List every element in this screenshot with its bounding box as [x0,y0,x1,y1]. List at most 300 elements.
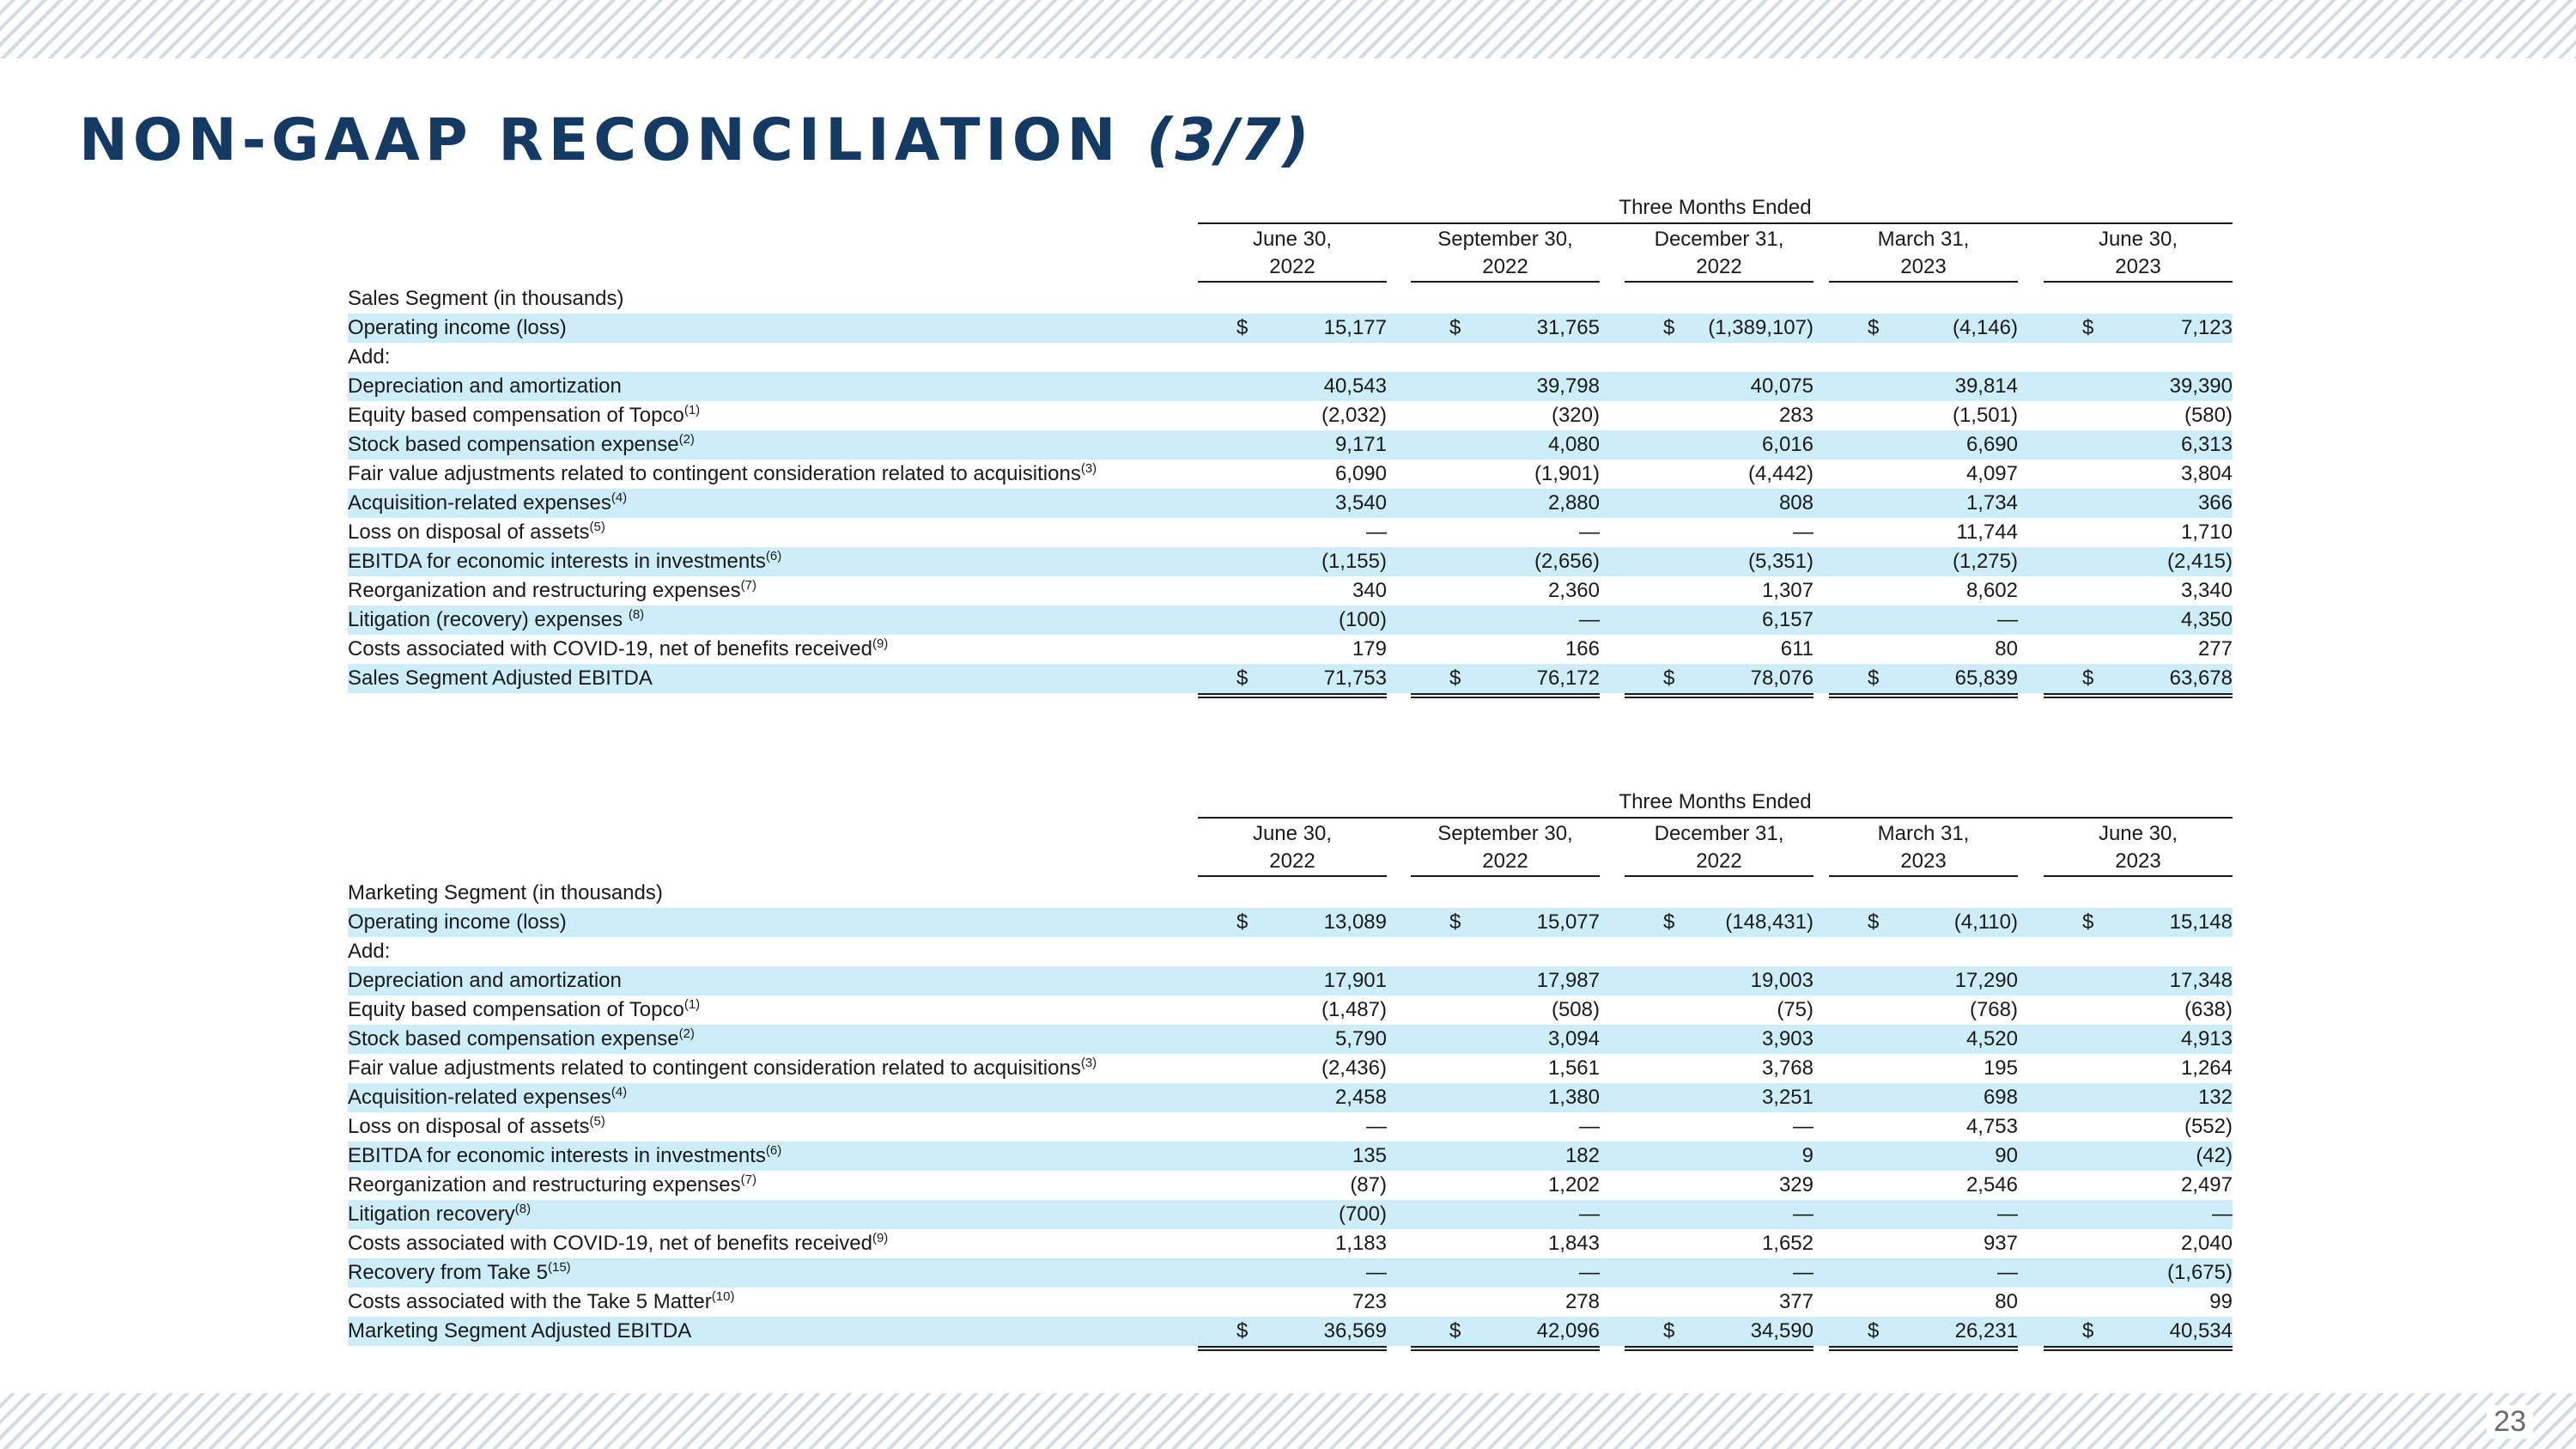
value-cell [1198,547,1387,576]
cell-value: (320) [1551,404,1600,427]
column-header-year: 2023 [2115,849,2161,873]
cell-value: 278 [1564,1290,1600,1313]
value-cell [1198,1142,1387,1171]
value-cell [1411,372,1600,401]
cell-value: 7,123 [2180,316,2233,339]
cell-value: (100) [1338,608,1387,631]
row-label-text: Add: [348,940,391,963]
section-label-row [348,879,2233,908]
footnote-marker: (15) [547,1260,571,1275]
value-cell [1198,576,1387,606]
table-row [348,576,2233,606]
value-cell [1829,1025,2018,1054]
cell-value: (1,501) [1952,404,2018,427]
cell-value: (42) [2196,1144,2233,1167]
cell-value: 4,913 [2180,1027,2233,1050]
value-cell [1625,547,1814,576]
row-label [348,1229,888,1258]
value-cell [1411,401,1600,430]
cell-value: 4,520 [1965,1027,2018,1050]
table-row [348,1258,2233,1288]
cell-value: 2,546 [1965,1173,2018,1196]
cell-value: 2,040 [2180,1232,2233,1255]
row-label-text: Costs associated with COVID-19, net of benefits received [348,1232,872,1255]
value-cell [1198,1025,1387,1054]
value-cell [1829,1054,2018,1083]
value-cell [1829,372,2018,401]
value-cell [1411,430,1600,460]
column-header [1829,226,2018,283]
column-header [2044,820,2233,877]
column-header-date: June 30, [2098,228,2178,251]
value-cell [2044,1083,2233,1112]
row-label [348,1083,627,1112]
column-header-date: June 30, [2098,822,2178,845]
cell-value: 99 [2209,1290,2233,1313]
row-label [348,664,653,693]
cell-value: (1,675) [2166,1261,2233,1284]
row-label-text: Acquisition-related expenses [348,491,611,514]
cell-value: 1,183 [1334,1232,1387,1255]
cell-value: 2,458 [1334,1086,1387,1109]
value-cell [1411,460,1600,489]
cell-value: 4,350 [2180,608,2233,631]
cell-value: 3,251 [1761,1086,1814,1109]
value-cell [1411,1054,1600,1083]
footnote-marker: (1) [683,403,701,417]
value-cell [1198,1200,1387,1229]
row-label-text: Stock based compensation expense [348,433,679,456]
currency-symbol: $ [1236,667,1249,690]
row-label [348,547,781,576]
value-cell [1411,1200,1600,1229]
value-cell [2044,908,2233,937]
table-row [348,489,2233,518]
value-cell [1411,966,1600,995]
currency-symbol: $ [1236,910,1249,934]
currency-symbol: $ [1449,910,1461,934]
total-row [348,1317,2233,1346]
row-label-text: EBITDA for economic interests in investments [348,550,766,573]
value-cell [1625,1229,1814,1258]
section-label-row [348,343,2233,372]
value-cell [2044,1171,2233,1200]
value-cell [2044,1025,2233,1054]
cell-value: 17,987 [1536,969,1600,992]
row-label-text: EBITDA for economic interests in investments [348,1144,766,1167]
period-header [348,193,2233,226]
cell-value: 6,690 [1965,433,2018,456]
column-header-date: September 30, [1437,228,1573,251]
value-cell [1625,995,1814,1025]
row-label [348,995,700,1025]
cell-value: 611 [1780,637,1814,661]
cell-value: 2,880 [1547,491,1600,514]
column-header-year: 2023 [1900,255,1947,278]
column-header-year: 2022 [1696,849,1742,873]
row-label-text: Equity based compensation of Topco [348,998,684,1021]
value-cell [1625,908,1814,937]
cell-value: 26,231 [1954,1319,2018,1342]
footnote-marker: (7) [740,578,756,593]
value-cell [2044,1288,2233,1318]
value-cell [2044,430,2233,460]
table-row [348,1229,2233,1258]
cell-value: 6,157 [1761,608,1814,631]
table-row [348,1054,2233,1083]
value-cell [2044,606,2233,635]
cell-value: (148,431) [1725,910,1814,934]
cell-value: 39,814 [1954,374,2018,398]
cell-value: 4,080 [1547,433,1600,456]
footnote-marker: (2) [678,432,695,447]
currency-symbol: $ [1868,1319,1880,1342]
row-label [348,460,1097,489]
value-cell [1411,1171,1600,1200]
table-row [348,1288,2233,1317]
row-label-text: Marketing Segment Adjusted EBITDA [348,1319,692,1342]
value-cell [1411,1112,1600,1142]
cell-value: (552) [2184,1115,2233,1138]
row-label [348,430,695,460]
row-label [348,1200,531,1229]
cell-value: 19,003 [1750,969,1814,992]
value-cell [1411,1317,1600,1351]
cell-value: 11,744 [1956,521,2018,544]
value-cell [1411,1142,1600,1171]
cell-value: 3,903 [1761,1027,1814,1050]
currency-symbol: $ [2082,316,2094,339]
row-label [348,1142,781,1171]
cell-value: 17,348 [2169,969,2233,992]
cell-value: (1,155) [1321,550,1387,573]
cell-value: (1,389,107) [1708,316,1814,339]
cell-value: (2,436) [1321,1056,1387,1080]
cell-value: — [1793,521,1814,544]
value-cell [1829,1171,2018,1200]
currency-symbol: $ [1663,910,1675,934]
table-row [348,995,2233,1025]
value-cell [2044,1112,2233,1142]
cell-value: 9 [1801,1144,1814,1167]
value-cell [1411,518,1600,547]
row-label-text: Marketing Segment (in thousands) [348,881,663,904]
footnote-marker: (3) [1080,1056,1097,1070]
table-row [348,430,2233,460]
row-label [348,606,644,635]
value-cell [1198,1112,1387,1142]
value-cell [1198,460,1387,489]
cell-value: (2,656) [1534,550,1600,573]
row-label [348,966,622,995]
value-cell [1829,1112,2018,1142]
cell-value: 366 [2197,491,2233,514]
footnote-marker: (7) [740,1172,756,1187]
column-header [1625,226,1814,283]
row-label [348,879,663,908]
value-cell [1625,1054,1814,1083]
currency-symbol: $ [2082,910,2094,934]
value-cell [1829,1083,2018,1112]
column-header-date: June 30, [1252,822,1333,845]
value-cell [2044,547,2233,576]
value-cell [2044,518,2233,547]
row-label-text: Add: [348,345,391,368]
page-title-text: NON-GAAP RECONCILIATION [79,107,1121,174]
cell-value: 63,678 [2169,667,2233,690]
cell-value: — [1579,1202,1600,1226]
value-cell [1198,1229,1387,1258]
cell-value: 17,290 [1954,969,2018,992]
cell-value: 1,202 [1547,1173,1600,1196]
value-cell [2044,401,2233,430]
cell-value: 80 [1995,1290,2018,1313]
value-cell [1625,372,1814,401]
cell-value: (508) [1551,998,1600,1021]
marketing-segment-table [348,788,2233,1346]
cell-value: 3,340 [2180,579,2233,602]
cell-value: (580) [2184,404,2233,427]
row-label [348,908,567,937]
cell-value: 1,652 [1761,1232,1814,1255]
value-cell [1625,1142,1814,1171]
row-label [348,314,567,343]
value-cell [1411,314,1600,343]
column-header [1411,820,1600,877]
row-label-text: Depreciation and amortization [348,374,622,398]
row-label-text: Reorganization and restructuring expenses [348,579,741,602]
cell-value: 3,540 [1334,491,1387,514]
row-label-text: Depreciation and amortization [348,969,622,992]
cell-value: 182 [1564,1144,1600,1167]
value-cell [1198,1171,1387,1200]
cell-value: 698 [1983,1086,2018,1109]
cell-value: 6,313 [2180,433,2233,456]
value-cell [1625,1025,1814,1054]
value-cell [1625,1317,1814,1351]
cell-value: — [1579,521,1600,544]
cell-value: (768) [1969,998,2018,1021]
value-cell [1625,1171,1814,1200]
footnote-marker: (10) [711,1289,735,1304]
row-label-text: Fair value adjustments related to contingent consideration related to acquisitions [348,1056,1081,1080]
cell-value: (87) [1350,1173,1387,1196]
row-label-text: Operating income (loss) [348,910,567,934]
footnote-marker: (9) [872,1231,889,1245]
value-cell [2044,1054,2233,1083]
cell-value: 15,077 [1536,910,1600,934]
footnote-marker: (4) [611,490,628,505]
table-row [348,401,2233,430]
cell-value: (4,442) [1747,462,1814,485]
footnote-marker: (8) [628,607,645,622]
cell-value: 1,561 [1547,1056,1600,1080]
value-cell [1198,489,1387,518]
value-cell [1198,995,1387,1025]
table-row [348,1200,2233,1229]
page-number: 23 [2487,1405,2533,1439]
table-row [348,372,2233,401]
row-label-text: Stock based compensation expense [348,1027,679,1050]
cell-value: (1,275) [1952,550,2018,573]
cell-value: 723 [1352,1290,1387,1313]
value-cell [1625,576,1814,606]
currency-symbol: $ [1663,316,1675,339]
cell-value: 283 [1778,404,1814,427]
currency-symbol: $ [1868,316,1880,339]
cell-value: 1,264 [2180,1056,2233,1080]
value-cell [2044,664,2233,698]
cell-value: — [2212,1202,2233,1226]
value-cell [1625,664,1814,698]
row-label-text: Recovery from Take 5 [348,1261,548,1284]
footnote-marker: (4) [611,1085,628,1099]
cell-value: 1,843 [1547,1232,1600,1255]
value-cell [1198,1083,1387,1112]
column-headers [348,226,2233,284]
column-header [1198,226,1387,283]
footnote-marker: (2) [678,1026,695,1041]
value-cell [1625,430,1814,460]
value-cell [1829,1142,2018,1171]
cell-value: 15,148 [2169,910,2233,934]
row-label-text: Costs associated with COVID-19, net of benefits received [348,637,872,661]
cell-value: (1,901) [1534,462,1600,485]
value-cell [1198,664,1387,698]
currency-symbol: $ [1449,1319,1461,1342]
cell-value: 36,569 [1323,1319,1387,1342]
row-label-text: Litigation (recovery) expenses [348,608,629,631]
row-label-text: Loss on disposal of assets [348,521,590,544]
cell-value: — [1366,1115,1387,1138]
value-cell [1198,606,1387,635]
value-cell [1411,1229,1600,1258]
cell-value: 5,790 [1334,1027,1387,1050]
column-header-date: September 30, [1437,822,1573,845]
value-cell [1829,995,2018,1025]
footnote-marker: (5) [589,1114,605,1129]
currency-symbol: $ [1868,910,1880,934]
value-cell [1411,635,1600,666]
cell-value: (638) [2184,998,2233,1021]
row-label-text: Acquisition-related expenses [348,1086,611,1109]
currency-symbol: $ [1663,1319,1675,1342]
value-cell [1829,1229,2018,1258]
row-label [348,489,627,518]
value-cell [1198,372,1387,401]
cell-value: 135 [1352,1144,1387,1167]
cell-value: (2,415) [2166,550,2233,573]
row-label [348,1317,691,1346]
row-label [348,1112,605,1142]
row-label [348,401,700,430]
value-cell [2044,635,2233,666]
value-cell [1625,966,1814,995]
cell-value: 3,804 [2180,462,2233,485]
value-cell [2044,995,2233,1025]
value-cell [2044,1142,2233,1171]
currency-symbol: $ [1663,667,1675,690]
value-cell [2044,489,2233,518]
value-cell [2044,576,2233,606]
currency-symbol: $ [1236,1319,1249,1342]
value-cell [1625,1288,1814,1318]
value-cell [1411,995,1600,1025]
cell-value: 8,602 [1965,579,2018,602]
row-label [348,1288,734,1317]
table-row [348,1025,2233,1054]
value-cell [1625,1200,1814,1229]
cell-value: (75) [1777,998,1814,1021]
cell-value: 1,307 [1761,579,1814,602]
column-header-date: December 31, [1654,822,1784,845]
value-cell [1198,401,1387,430]
cell-value: — [1366,521,1387,544]
value-cell [1829,547,2018,576]
cell-value: 34,590 [1750,1319,1814,1342]
value-cell [1411,664,1600,698]
value-cell [2044,460,2233,489]
value-cell [1625,460,1814,489]
currency-symbol: $ [1236,316,1249,339]
row-label [348,1171,756,1200]
footnote-marker: (6) [765,1143,782,1158]
cell-value: 71,753 [1323,667,1387,690]
row-label [348,343,390,372]
cell-value: — [1579,608,1600,631]
table-row [348,635,2233,664]
cell-value: 808 [1778,491,1814,514]
value-cell [1198,430,1387,460]
cell-value: 6,090 [1334,462,1387,485]
row-label-text: Equity based compensation of Topco [348,404,684,427]
column-header-year: 2023 [1900,849,1947,873]
table-row [348,1142,2233,1171]
value-cell [1411,908,1600,937]
value-cell [1625,1112,1814,1142]
page-title [79,107,1311,174]
value-cell [1829,1258,2018,1288]
cell-value: 17,901 [1323,969,1387,992]
footnote-marker: (1) [683,997,701,1012]
currency-symbol: $ [2082,667,2094,690]
value-cell [1411,547,1600,576]
row-label-text: Fair value adjustments related to contingent consideration related to acquisitions [348,462,1081,485]
value-cell [1625,401,1814,430]
row-label-text: Sales Segment Adjusted EBITDA [348,667,653,690]
value-cell [1829,606,2018,635]
footnote-marker: (5) [589,520,605,534]
cell-value: — [1997,1202,2018,1226]
row-label-text: Litigation recovery [348,1202,515,1226]
row-label [348,576,756,606]
cell-value: 6,016 [1761,433,1814,456]
column-header [1829,820,2018,877]
cell-value: 39,390 [2169,374,2233,398]
column-header [1198,820,1387,877]
cell-value: 937 [1983,1232,2018,1255]
column-header-year: 2022 [1696,255,1742,278]
value-cell [1829,518,2018,547]
cell-value: 377 [1778,1290,1814,1313]
cell-value: 4,753 [1965,1115,2018,1138]
currency-symbol: $ [2082,1319,2094,1342]
period-header [348,788,2233,820]
row-label [348,635,888,664]
value-cell [1411,576,1600,606]
column-header-year: 2023 [2115,255,2161,278]
value-cell [2044,1258,2233,1288]
